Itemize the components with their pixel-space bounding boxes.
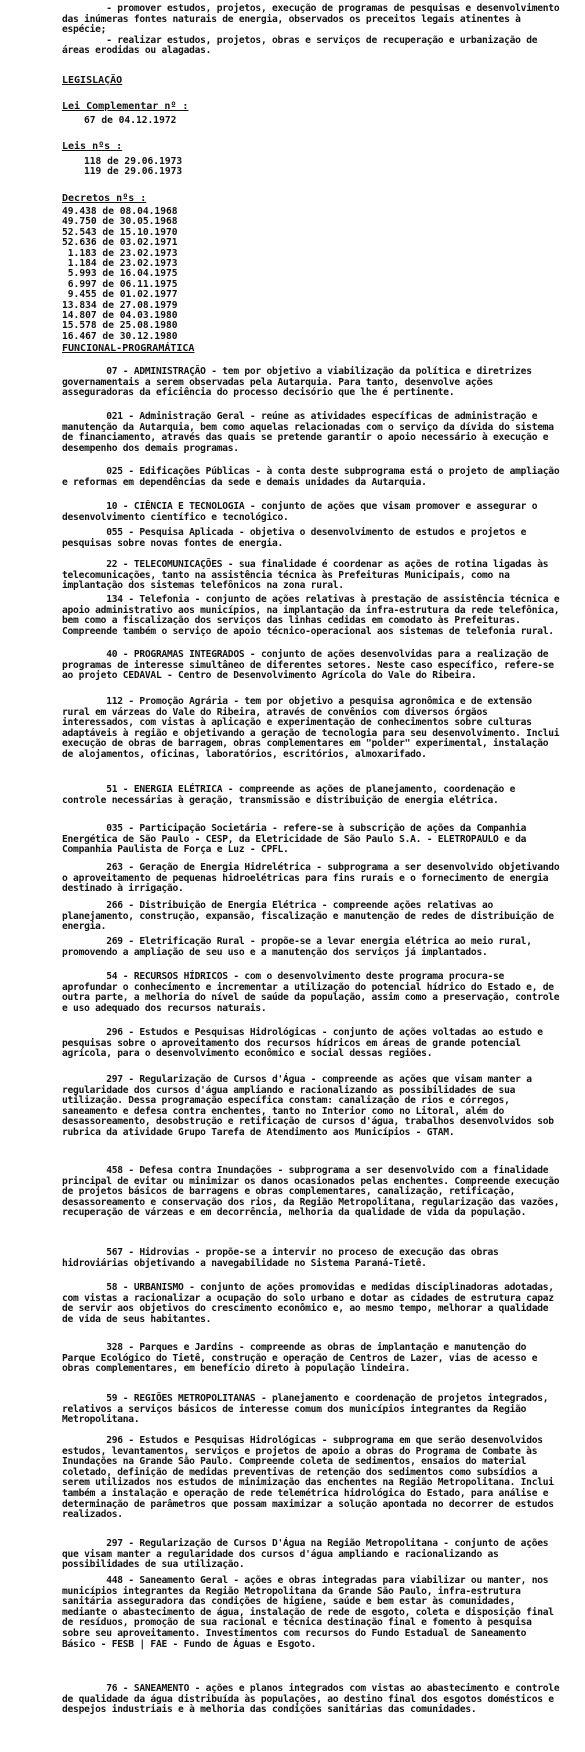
section-paragraph: 58 - URBANISMO - conjunto de ações promovidas e medidas disciplinadoras adotadas, com vistas a racionalizar a ocupação do solo urbano e dotar as cidades de estrutura capaz de servir aos objetivos do crescimento econômico e, ao mesmo tempo, melhorar a qualidade de vida de seus habitantes.	[62, 1282, 560, 1325]
section-paragraph: 448 - Saneamento Geral - ações e obras integradas para viabilizar ou manter, nos municípios integrantes da Região Metropolitana da Grande São Paulo, infra-estrutura sanitária asseguradora das condições de higiene, saúde e bem estar às comunidades, mediante o abastecimento de água, instalação de rede de esgoto, coleta e disposição final de resíduos, promoção de sua racional e técnica destinação final e fomento à pesquisa sobre seu aproveitamento. Investimentos com recursos do Fundo Estadual de Saneamento Básico - FESB | FAE - Fundo de Águas e Esgoto.	[62, 1575, 560, 1650]
section-paragraph: 567 - Hidrovias - propõe-se a intervir no proceso de execução das obras hidroviárias objetivando a navegabilidade no Sistema Paraná-Tietê.	[62, 1247, 505, 1269]
section-paragraph: 269 - Eletrificação Rural - propõe-se a levar energia elétrica ao meio rural, promovendo a ampliação de seu uso e a manutenção dos serviços já implantados.	[62, 936, 538, 958]
section-paragraph: 134 - Telefonia - conjunto de ações relativas à prestação de assistência técnica e apoio administrativo aos municípios, na implantação da infra-estrutura da rede telefônica, bem como a fiscalização dos serviços das linhas cedidas em comodato às Prefeituras. Compreende também o serviço de apoio técnico-operacional aos sistemas de telefonia rural.	[62, 594, 565, 637]
intro-paragraph: - promover estudos, projetos, execução de programas de pesquisas e desenvolvimento das inúmeras fontes naturais de energia, observados os preceitos legais atinentes à espécie; - realizar estudos, projetos, obras e serviços de recuperação e urbanização de áreas erodidas ou alagadas.	[62, 3, 560, 57]
funcional-heading: FUNCIONAL-PROGRAMÁTICA	[62, 343, 195, 354]
section-paragraph: 76 - SANEAMENTO - ações e planos integrados com vistas ao abastecimento e controle de qualidade da água distribuída às populações, ao destino final dos esgotos domésticos e despejos industriais e à melhoria das condições sanitárias das comunidades.	[62, 1683, 565, 1716]
section-paragraph: 296 - Estudos e Pesquisas Hidrológicas - conjunto de ações voltadas ao estudo e pesquisas sobre o aproveitamento dos recursos hídricos em áreas de grande potencial agrícola, para o desenvolvimento econômico e social dessas regiões.	[62, 1027, 549, 1060]
section-paragraph: 296 - Estudos e Pesquisas Hidrológicas - subprograma em que serão desenvolvidos estudos, levantamentos, serviços e projetos de apoio a obras do Programa de Combate às Inundações na Grande São Paulo. Compreende coleta de sedimentos, ensaios do material coletado, definição de medidas preventivas de retenção dos sedimentos como subsídios a serem utilizados nos estudos de minimização das enchentes na Região Metropolitana. Inclui também a instalação e operação de rede telemétrica hidrológica do Estado, para análise e determinação de parâmetros que possam maximizar a solução apontada no decorrer de estudos realizados.	[62, 1435, 560, 1521]
section-paragraph: 297 - Regularização de Cursos d'Água - compreende as ações que visam manter a regularidade dos cursos d'água ampliando e racionalizando as possibilidades de sua utilização. Dessa programação específica constam: canalização de rios e córregos, saneamento e defesa contra enchentes, tanto no Interior como no Litoral, além do desassoreamento, desobstrução e retificação de cursos d'água, trabalhos desenvolvidos sob rubrica da atividade Grupo Tarefa de Atendimento aos Municípios - GTAM.	[62, 1074, 560, 1138]
section-paragraph: 59 - REGIÕES METROPOLITANAS - planejamento e coordenação de projetos integrados, relativos a serviços básicos de interesse comum dos municípios integrantes da Região Metropolitana.	[62, 1393, 554, 1426]
section-paragraph: 263 - Geração de Energia Hidrelétrica - subprograma a ser desenvolvido objetivando o aproveitamento de pequenas hidroelétricas para fins rurais e o fornecimento de energia destinado à irrigação.	[62, 862, 565, 895]
section-paragraph: 328 - Parques e Jardins - compreende as obras de implantação e manutenção do Parque Ecológico do Tietê, construção e operação de Centros de Lazer, vias de acesso e obras complementares, em benefício direto à população lindeira.	[62, 1342, 543, 1375]
lei-complementar-list: 67 de 04.12.1972	[84, 115, 177, 126]
decretos-list: 49.438 de 08.04.1968 49.750 de 30.05.1968 52.543 de 15.10.1970 52.636 de 03.02.1971 1.183 de 23.02.1973 1.184 de 23.02.1973 5.993 de 16.04.1975 6.997 de 06.11.1975 9.455 de 01.02.1977 13.834 de 27.08.1979 14.807 de 04.03.1980 15.578 de 25.08.1980 16.467 de 30.12.1980	[62, 206, 178, 342]
section-paragraph: 055 - Pesquisa Aplicada - objetiva o desenvolvimento de estudos e projetos e pesquisas sobre novas fontes de energia.	[62, 527, 532, 549]
section-paragraph: 07 - ADMINISTRAÇÃO - tem por objetivo a viabilização da política e diretrizes governamentais a serem observadas pela Autarquia. Para tanto, desenvolve ações asseguradoras da eficiência do processo decisório que lhe é pertinente.	[62, 366, 538, 399]
lei-complementar-heading: Lei Complementar nº :	[62, 101, 189, 112]
section-paragraph: 51 - ENERGIA ELÉTRICA - compreende as ações de planejamento, coordenação e controle necessárias à geração, transmissão e distribuição de energia elétrica.	[62, 784, 521, 806]
leis-heading: Leis nºs :	[62, 141, 123, 152]
section-paragraph: 10 - CIÊNCIA E TECNOLOGIA - conjunto de ações que visam promover e assegurar o desenvolvimento científico e tecnológico.	[62, 501, 543, 523]
section-paragraph: 297 - Regularização de Cursos D'Água na Região Metropolitana - conjunto de ações que visam manter a regularidade dos cursos d'água ampliando e racionalizando as possibilidades de sua utilização.	[62, 1538, 554, 1571]
section-paragraph: 025 - Edificações Públicas - à conta deste subprograma está o projeto de ampliação e reformas em dependências da sede e demais unidades da Autarquia.	[62, 466, 565, 488]
decretos-heading: Decretos nºs :	[62, 193, 147, 204]
section-paragraph: 112 - Promoção Agrária - tem por objetivo a pesquisa agronômica e de extensão rural em várzeas do Vale do Ribeira, através de convênios com diversos órgãos interessados, com vistas à aplicação e experimentação de conhecimentos sobre culturas adaptáveis à região e objetivando a geração de tecnologia para seu desenvolvimento. Inclui execução de obras de barragem, obras complementares em "polder" experimental, instalação de alojamentos, oficinas, laboratórios, escritórios, almoxarifado.	[62, 696, 565, 760]
section-paragraph: 035 - Participação Societária - refere-se à subscrição de ações da Companhia Energética de São Paulo - CESP, da Eletricidade de São Paulo S.A. - ELETROPAULO e da Companhia Paulista de Força e Luz - CPFL.	[62, 823, 532, 856]
legislacao-heading: LEGISLAÇÃO	[62, 75, 123, 86]
section-paragraph: 40 - PROGRAMAS INTEGRADOS - conjunto de ações desenvolvidas para a realização de programas de interesse simultâneo de diferentes setores. Neste caso específico, refere-se ao projeto CEDAVAL - Centro de Desenvolvimento Agrícola do Vale do Ribeira.	[62, 649, 560, 682]
section-paragraph: 54 - RECURSOS HÍDRICOS - com o desenvolvimento deste programa procura-se aprofundar o conhecimento e incrementar a utilização do potencial hídrico do Estado e, de outra parte, a melhoria do nível de saúde da população, assim como a preservação, controle e uso adequado dos recursos naturais.	[62, 971, 565, 1014]
section-paragraph: 22 - TELECOMUNICAÇÕES - sua finalidade é coordenar as ações de rotina ligadas às telecomunicações, tanto na assistência técnica às Prefeituras Municipais, como na implantação dos sistemas telefônicos na zona rural.	[62, 559, 554, 592]
section-paragraph: 458 - Defesa contra Inundações - subprograma a ser desenvolvido com a finalidade principal de evitar ou minimizar os danos ocasionados pelas enchentes. Compreende execução de projetos básicos de barragens e obras complementares, canalização, retificação, desassoreamento e conservação dos rios, da Região Metropolitana, regularização das vazões, recuperação de várzeas e em decorrência, melhoria da qualidade de vida da população.	[62, 1165, 565, 1219]
leis-list: 118 de 29.06.1973 119 de 29.06.1973	[84, 156, 183, 178]
section-paragraph: 266 - Distribuição de Energia Elétrica - compreende ações relativas ao planejamento, construção, expansão, fiscalização e manutenção de redes de distribuição de energia.	[62, 900, 560, 933]
section-paragraph: 021 - Administração Geral - reúne as atividades específicas de administração e manutenção da Autarquia, bem como aquelas relacionadas com o serviço da dívida do sistema de financiamento, através das quais se pretende garantir o apoio necessário à execução e desempenho dos demais programas.	[62, 411, 560, 454]
